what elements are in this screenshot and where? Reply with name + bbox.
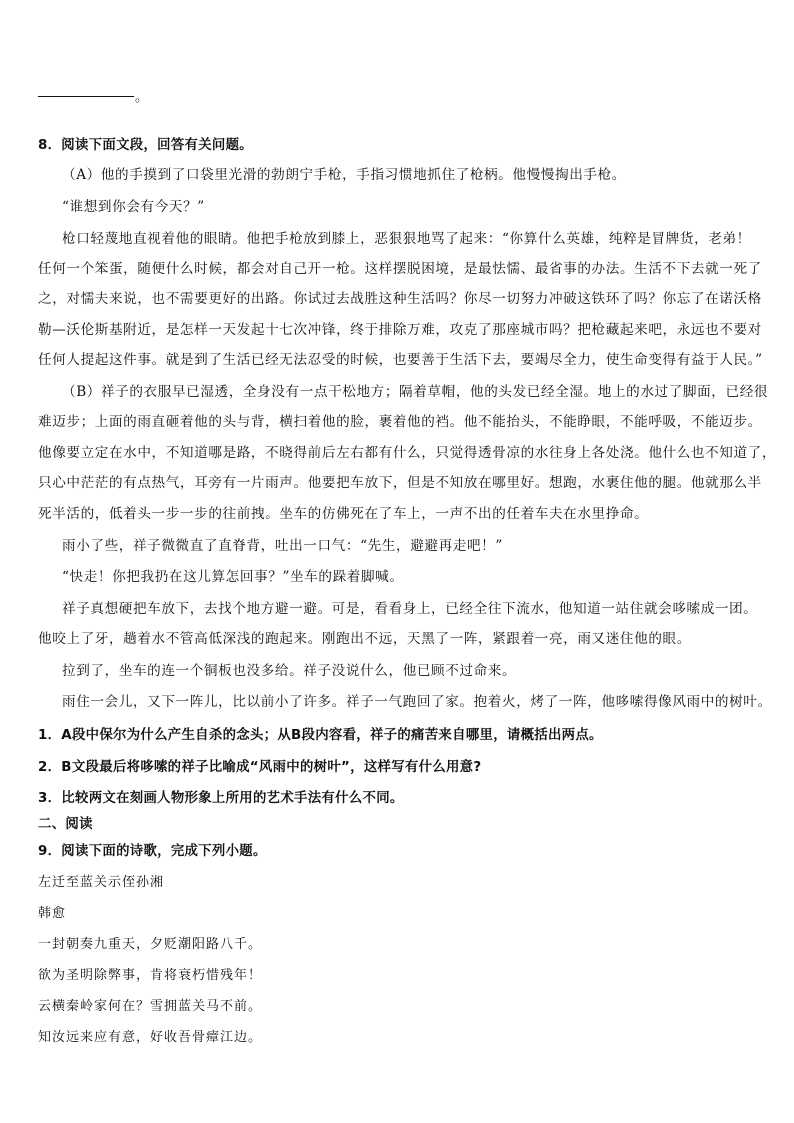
passage-b-line-8: 祥子真想硬把车放下，去找个地方避一避。可是，看看身上，已经全往下流水，他知道一站住就会哆嗦成一团。: [62, 601, 758, 617]
q8-question-2: 2．B文段最后将哆嗦的祥子比喻成“风雨中的树叶”，这样写有什么用意?: [38, 760, 482, 775]
poem-line-3: 云横秦岭家何在？雪拥蓝关马不前。: [38, 999, 263, 1014]
q8-heading: 8．阅读下面文段，回答有关问题。: [38, 138, 253, 153]
passage-a-line-2: “谁想到你会有今天？”: [62, 199, 205, 215]
q9-heading: 9．阅读下面的诗歌，完成下列小题。: [38, 844, 267, 859]
passage-b-line-1: （B）祥子的衣服早已湿透，全身没有一点干松地方；隔着草帽，他的头发已经全湿。地上的水过了脚面，已经很: [62, 384, 769, 400]
poem-author: 韩愈: [38, 906, 67, 921]
passage-a-line-4: 任何一个笨蛋，随便什么时候，都会对自己开一枪。这样摆脱困境，是最怯懦、最省事的办法。生活不下去就一死了: [38, 261, 762, 277]
passage-b-line-10: 拉到了，坐车的连一个铜板也没多给。祥子没说什么，他已顾不过命来。: [62, 663, 517, 679]
passage-a-line-1: （A）他的手摸到了口袋里光滑的勃朗宁手枪，手指习惯地抓住了枪柄。他慢慢掏出手枪。: [62, 167, 626, 183]
answer-blank-line: [38, 96, 134, 97]
passage-a-line-5: 之，对懦夫来说，也不需要更好的出路。你试过去战胜这种生活吗？你尽一切努力冲破这铁环了吗？你忘了在诺沃格: [38, 291, 762, 307]
q8-question-1: 1．A段中保尔为什么产生自杀的念头；从B段内容看，祥子的痛苦来自哪里，请概括出两点。: [38, 728, 603, 743]
poem-title: 左迁至蓝关示侄孙湘: [38, 875, 165, 890]
passage-b-line-9: 他咬上了牙，趟着水不管高低深浅的跑起来。刚跑出不远，天黑了一阵，紧跟着一亮，雨又迷住他的眼。: [38, 631, 691, 647]
passage-b-line-11: 雨住一会儿，又下一阵儿，比以前小了许多。祥子一气跑回了家。抱着火，烤了一阵，他哆嗦得像风雨中的树叶。: [62, 694, 772, 710]
poem-line-4: 知汝远来应有意，好收吾骨瘴江边。: [38, 1030, 263, 1045]
passage-b-line-7: “快走！你把我扔在这儿算怎回事？”坐车的跺着脚喊。: [62, 569, 404, 585]
passage-b-line-5: 死半活的，低着头一步一步的往前拽。坐车的仿佛死在了车上，一声不出的任着车夫在水里挣命。: [38, 506, 649, 522]
passage-b-line-6: 雨小了些，祥子微微直了直脊背，吐出一口气：“先生，避避再走吧！”: [62, 538, 503, 554]
passage-b-line-4: 只心中茫茫的有点热气，耳旁有一片雨声。他要把车放下，但是不知放在哪里好。想跑，水裹住他的腿。他就那么半: [38, 475, 762, 491]
section-2-heading: 二、阅读: [38, 817, 93, 832]
end-mark: 。: [135, 90, 149, 105]
passage-a-line-7: 任何人提起这件事。就是到了生活已经无法忍受的时候，也要善于生活下去，要竭尽全力，使生命变得有益于人民。”: [38, 352, 763, 368]
passage-a-line-3: 枪口轻蔑地直视着他的眼睛。他把手枪放到膝上，恶狠狠地骂了起来：“你算什么英雄，纯粹是冒牌货，老弟！: [62, 231, 751, 247]
poem-line-1: 一封朝奏九重天，夕贬潮阳路八千。: [38, 937, 263, 952]
passage-b-line-3: 他像要立定在水中，不知道哪是路，不晓得前后左右都有什么，只觉得透骨凉的水往身上各处浇。他什么也不知道了，: [38, 445, 777, 461]
q8-question-3: 3．比较两文在刻画人物形象上所用的艺术手法有什么不同。: [38, 791, 404, 806]
passage-b-line-2: 难迈步；上面的雨直砸着他的头与背，横扫着他的脸，裹着他的裆。他不能抬头，不能睁眼，不能呼吸，不能迈步。: [38, 414, 762, 430]
poem-line-2: 欲为圣明除弊事，肯将衰朽惜残年！: [38, 968, 263, 983]
passage-a-line-6: 勒—沃伦斯基附近，是怎样一天发起十七次冲锋，终于排除万难，攻克了那座城市吗？把枪藏起来吧，永远也不要对: [38, 322, 762, 338]
